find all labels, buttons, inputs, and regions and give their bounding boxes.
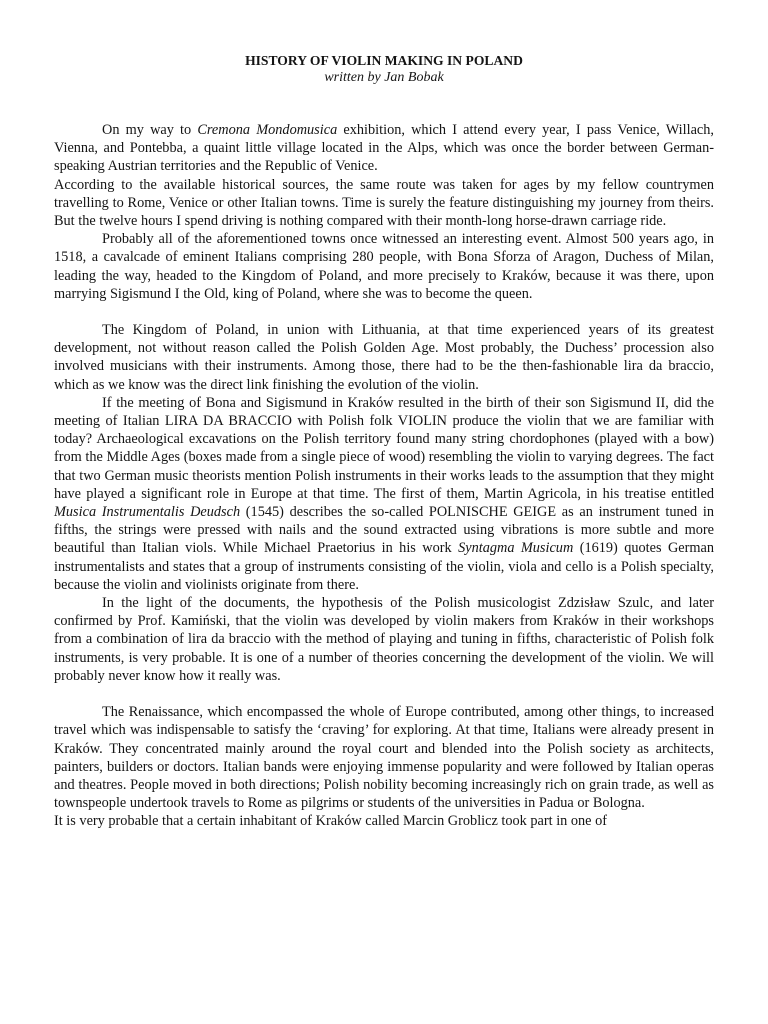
paragraph-5 (54, 394, 714, 594)
paragraph-3: Probably all of the aforementioned towns once witnessed an interesting event. Almost 500 years ago, in 1518, a cavalcade of eminent Italians comprising 280 people, with Bona Sforza of Aragon, Duchess of Milan, leading the way, headed to the Kingdom of Poland, and more precisely to Kraków, because it was there, upon marrying Sigismund I the Old, king of Poland, where she was to become the queen. (54, 231, 714, 302)
paragraph-2: According to the available historical sources, the same route was taken for ages by my fellow countrymen travelling to Rome, Venice or other Italian towns. Time is surely the feature distinguishing my journey from theirs. But the twelve hours I spend driving is nothing compared with their month-long horse-drawn carriage ride. (54, 176, 714, 230)
paragraph-1 (54, 121, 714, 176)
paragraph-5-text-a: If the meeting of Bona and Sigismund in Kraków resulted in the birth of their son Sigismund II, did the meeting of Italian LIRA DA BRACCIO with Polish folk VIOLIN produce the violin that we are familiar with today? Archaeological excavations on the Polish territory found many string chordophones (played with a bow) from the Middle Ages (boxes made from a single piece of wood) resembling the violin to varying degrees. The fact that two German music theorists mention Polish instruments in their works leads to the assumption that they might have played a significant role in Europe at that time. The first of them, Martin Agricola, in his treatise entitled (54, 394, 714, 502)
paragraph-1-text-b: exhibition, which I attend every year, I pass Venice, Willach, Vienna, and Pontebba, a quaint little village located in the Alps, which was once the border between German-speaking Austrian territories and the Republic of Venice. (54, 122, 715, 175)
paragraph-5-text-b: (1545) describes the so-called POLNISCHE GEIGE as an instrument tuned in fifths, the strings were pressed with nails and the sound extracted using vibrations is more subtle and more beautiful than Italian viols. While Michael Praetorius in his work (54, 504, 714, 557)
paragraph-6: In the light of the documents, the hypothesis of the Polish musicologist Zdzisław Szulc, and later confirmed by Prof. Kamiński, that the violin was developed by violin makers from Kraków in their workshops from a combination of lira da braccio with the method of playing and tuning in fifths, characteristic of Polish folk instruments, is very probable. It is one of a number of theories concerning the development of the violin. We will probably never know how it really was. (54, 595, 714, 684)
document-byline: written by Jan Bobak (324, 70, 444, 85)
document-title: HISTORY OF VIOLIN MAKING IN POLAND (245, 53, 523, 68)
paragraph-5-work-title: Syntagma Musicum (458, 540, 574, 557)
paragraph-5-text-c: (1619) quotes German instrumentalists and states that a group of instruments consisting of the violin, viola and cello is a Polish specialty, because the violin and violinists originate from there. (54, 540, 715, 593)
paragraph-1-exhibition-name: Cremona Mondomusica (197, 122, 338, 138)
paragraph-8: It is very probable that a certain inhabitant of Kraków called Marcin Groblicz took part in one of (54, 813, 608, 830)
paragraph-5-treatise-title: Musica Instrumentalis Deudsch (54, 504, 241, 521)
paragraph-4: The Kingdom of Poland, in union with Lithuania, at that time experienced years of its greatest development, not without reason called the Polish Golden Age. Most probably, the Duchess’ procession also involved musicians with their instruments. Among those, there had to be the then-fashionable lira da braccio, which as we know was the direct link finishing the evolution of the violin. (54, 322, 714, 393)
paragraph-7: The Renaissance, which encompassed the whole of Europe contributed, among other things, to increased travel which was indispensable to satisfy the ‘craving’ for exploring. At that time, Italians were already present in Kraków. They concentrated mainly around the royal court and blended into the Polish society as architects, painters, builders or doctors. Italian bands were enjoying immense popularity and were followed by Italian operas and theatres. People moved in both directions; Polish nobility becoming increasingly rich on grain trade, as well as townspeople undertook travels to Rome as pilgrims or students of the universities in Padua or Bologna. (54, 704, 714, 812)
paragraph-1-text-a: On my way to (102, 122, 198, 138)
